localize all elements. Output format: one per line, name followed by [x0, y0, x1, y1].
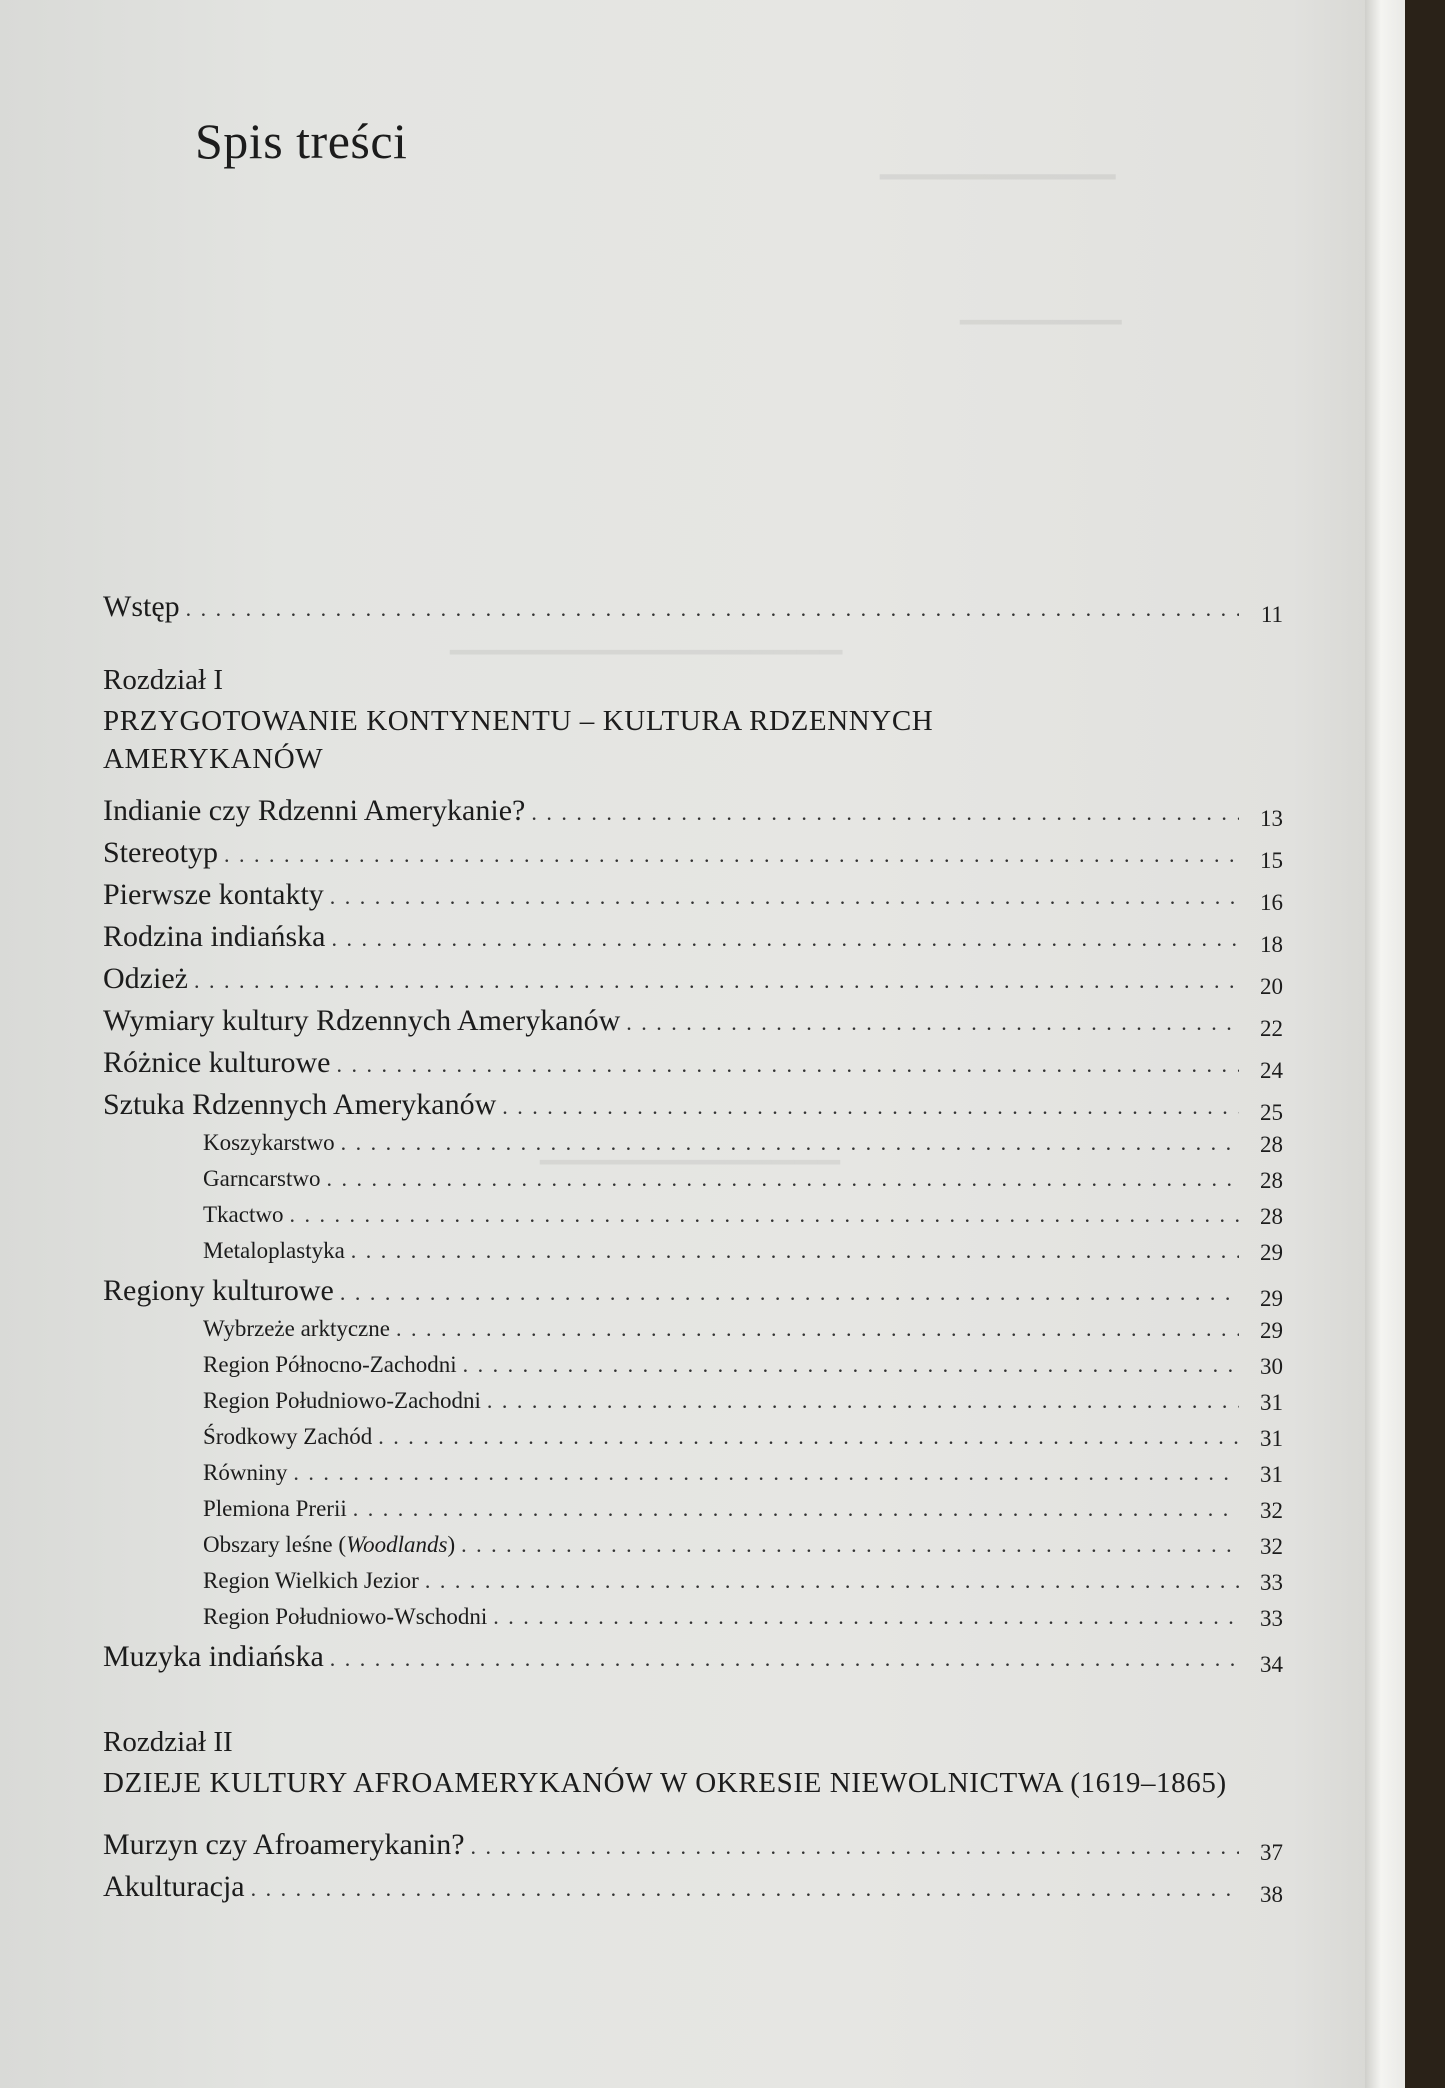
toc-entry[interactable] — [103, 1828, 1283, 1870]
page-edge — [1365, 0, 1405, 2088]
toc-subentry-label: Region Północno-Zachodni — [203, 1352, 457, 1377]
toc-subentry[interactable] — [103, 1604, 1283, 1640]
chapter-label: Rozdział II — [103, 1726, 233, 1758]
toc-subentry-label: Garncarstwo — [203, 1166, 321, 1191]
chapter-title[interactable]: PRZYGOTOWANIE KONTYNENTU – KULTURA RDZENNYCH AMERYKANÓW — [103, 705, 934, 775]
toc-subentry[interactable] — [103, 1388, 1283, 1424]
toc-entry-intro[interactable] — [103, 590, 1283, 632]
toc-subentry-label: Koszykarstwo — [203, 1130, 335, 1155]
toc-entry[interactable] — [103, 878, 1283, 920]
leader-dots — [463, 1352, 1239, 1378]
toc-page-number: 28 — [1260, 1132, 1283, 1157]
toc-entry-label: Sztuka Rdzennych Amerykanów — [103, 1088, 497, 1121]
toc-subentry-label: Plemiona Prerii — [203, 1496, 347, 1521]
leader-dots — [331, 926, 1239, 952]
toc-entry-label: Rodzina indiańska — [103, 920, 326, 953]
toc-entry[interactable] — [103, 836, 1283, 878]
toc-page-number: 28 — [1260, 1204, 1283, 1229]
toc-subentry[interactable] — [103, 1532, 1283, 1568]
toc-entry[interactable] — [103, 1640, 1283, 1682]
toc-page-number: 33 — [1260, 1606, 1283, 1631]
leader-dots — [224, 842, 1239, 868]
toc-page-number: 28 — [1260, 1168, 1283, 1193]
toc-subentry[interactable] — [103, 1316, 1283, 1352]
toc-page-number: 34 — [1260, 1652, 1283, 1677]
show-through: ▁▁▁▁▁▁▁▁▁▁▁▁▁ — [540, 1131, 840, 1164]
show-through: ▁▁▁▁▁▁▁ — [960, 291, 1122, 324]
toc-subentry-label: Region Południowo-Zachodni — [203, 1388, 481, 1413]
toc-page-number: 29 — [1260, 1240, 1283, 1265]
leader-dots — [293, 1460, 1239, 1486]
chapter-title[interactable]: DZIEJE KULTURY AFROAMERYKANÓW W OKRESIE NIEWOLNICTWA (1619–1865) — [103, 1767, 1227, 1799]
leader-dots — [194, 968, 1239, 994]
toc-page-number: 31 — [1260, 1462, 1283, 1487]
leader-dots — [351, 1238, 1239, 1264]
toc-subentry-label: Region Wielkich Jezior — [203, 1568, 419, 1593]
toc-entry[interactable] — [103, 794, 1283, 836]
leader-dots — [340, 1280, 1239, 1306]
toc-entry-label: Indianie czy Rdzenni Amerykanie? — [103, 794, 526, 827]
chapter-label: Rozdział I — [103, 664, 223, 696]
toc-subentry[interactable] — [103, 1166, 1283, 1202]
toc-subentry[interactable] — [103, 1202, 1283, 1238]
toc-subentry-label: Środkowy Zachód — [203, 1424, 373, 1449]
toc-entry-label: Stereotyp — [103, 836, 218, 869]
leader-dots — [186, 596, 1239, 622]
toc-entry-label: Pierwsze kontakty — [103, 878, 324, 911]
toc-page-number: 29 — [1260, 1318, 1283, 1343]
leader-dots — [327, 1166, 1239, 1192]
toc-entry[interactable] — [103, 920, 1283, 962]
toc-entry-label: Wymiary kultury Rdzennych Amerykanów — [103, 1004, 621, 1037]
leader-dots — [425, 1568, 1239, 1594]
leader-dots — [461, 1532, 1239, 1558]
show-through: ▁▁▁▁▁▁▁▁▁▁▁▁▁▁▁▁▁ — [450, 621, 843, 654]
toc-subentry-label: Tkactwo — [203, 1202, 284, 1227]
show-through: ▁▁▁▁▁▁▁▁▁ — [880, 142, 1116, 179]
toc-subentry[interactable] — [103, 1568, 1283, 1604]
toc-subentry[interactable] — [103, 1496, 1283, 1532]
toc-subentry[interactable] — [103, 1352, 1283, 1388]
toc-page-number: 13 — [1260, 806, 1283, 831]
toc-entry-label: Murzyn czy Afroamerykanin? — [103, 1828, 465, 1861]
leader-dots — [330, 884, 1239, 910]
leader-dots — [531, 800, 1239, 826]
toc-page-number: 29 — [1260, 1286, 1283, 1311]
toc-page-number: 31 — [1260, 1390, 1283, 1415]
toc-page-number: 31 — [1260, 1426, 1283, 1451]
toc-subentry[interactable] — [103, 1460, 1283, 1496]
toc-subentry-label: Metaloplastyka — [203, 1238, 345, 1263]
leader-dots — [251, 1876, 1239, 1902]
toc-entry-label: Odzież — [103, 962, 188, 995]
leader-dots — [487, 1388, 1239, 1414]
leader-dots — [502, 1094, 1239, 1120]
toc-page-number: 25 — [1260, 1100, 1283, 1125]
toc-page-number: 38 — [1260, 1882, 1283, 1907]
toc-page-number: 16 — [1260, 890, 1283, 915]
leader-dots — [353, 1496, 1239, 1522]
leader-dots — [336, 1052, 1239, 1078]
toc-entry-label: Wstęp — [103, 590, 180, 623]
toc-entry-label: Różnice kulturowe — [103, 1046, 331, 1079]
toc-page-number: 32 — [1260, 1498, 1283, 1523]
toc-subentry[interactable] — [103, 1424, 1283, 1460]
toc-entry[interactable] — [103, 1870, 1283, 1912]
toc-entry[interactable] — [103, 1004, 1283, 1046]
toc-page-number: 30 — [1260, 1354, 1283, 1379]
toc-page-number: 22 — [1260, 1016, 1283, 1041]
leader-dots — [396, 1316, 1239, 1342]
page-title: Spis treści — [195, 113, 408, 169]
leader-dots — [493, 1604, 1239, 1630]
toc-page-number: 20 — [1260, 974, 1283, 999]
toc-entry-label: Regiony kulturowe — [103, 1274, 334, 1307]
leader-dots — [341, 1130, 1239, 1156]
toc-entry[interactable] — [103, 1088, 1283, 1130]
toc-subentry[interactable] — [103, 1238, 1283, 1274]
toc-page-number: 18 — [1260, 932, 1283, 957]
toc-page-number: 11 — [1260, 602, 1283, 627]
toc-subentry[interactable] — [103, 1130, 1283, 1166]
toc-subentry-label: Region Południowo-Wschodni — [203, 1604, 488, 1629]
leader-dots — [330, 1646, 1239, 1672]
toc-page-number: 15 — [1260, 848, 1283, 873]
table-of-contents — [103, 590, 1283, 1912]
toc-entry-label: Akulturacja — [103, 1870, 245, 1903]
toc-entry[interactable] — [103, 1046, 1283, 1088]
toc-page-number: 24 — [1260, 1058, 1283, 1083]
leader-dots — [471, 1834, 1239, 1860]
toc-subentry-label: Wybrzeże arktyczne — [203, 1316, 390, 1341]
toc-entry[interactable] — [103, 962, 1283, 1004]
toc-page-number: 33 — [1260, 1570, 1283, 1595]
leader-dots — [289, 1202, 1239, 1228]
leader-dots — [378, 1424, 1239, 1450]
toc-entry[interactable] — [103, 1274, 1283, 1316]
toc-subentry-label: Obszary leśne (Woodlands) — [203, 1532, 456, 1557]
toc-page-number: 32 — [1260, 1534, 1283, 1559]
toc-entry-label: Muzyka indiańska — [103, 1640, 324, 1673]
leader-dots — [626, 1010, 1239, 1036]
toc-page-number: 37 — [1260, 1840, 1283, 1865]
toc-subentry-label: Równiny — [203, 1460, 288, 1485]
